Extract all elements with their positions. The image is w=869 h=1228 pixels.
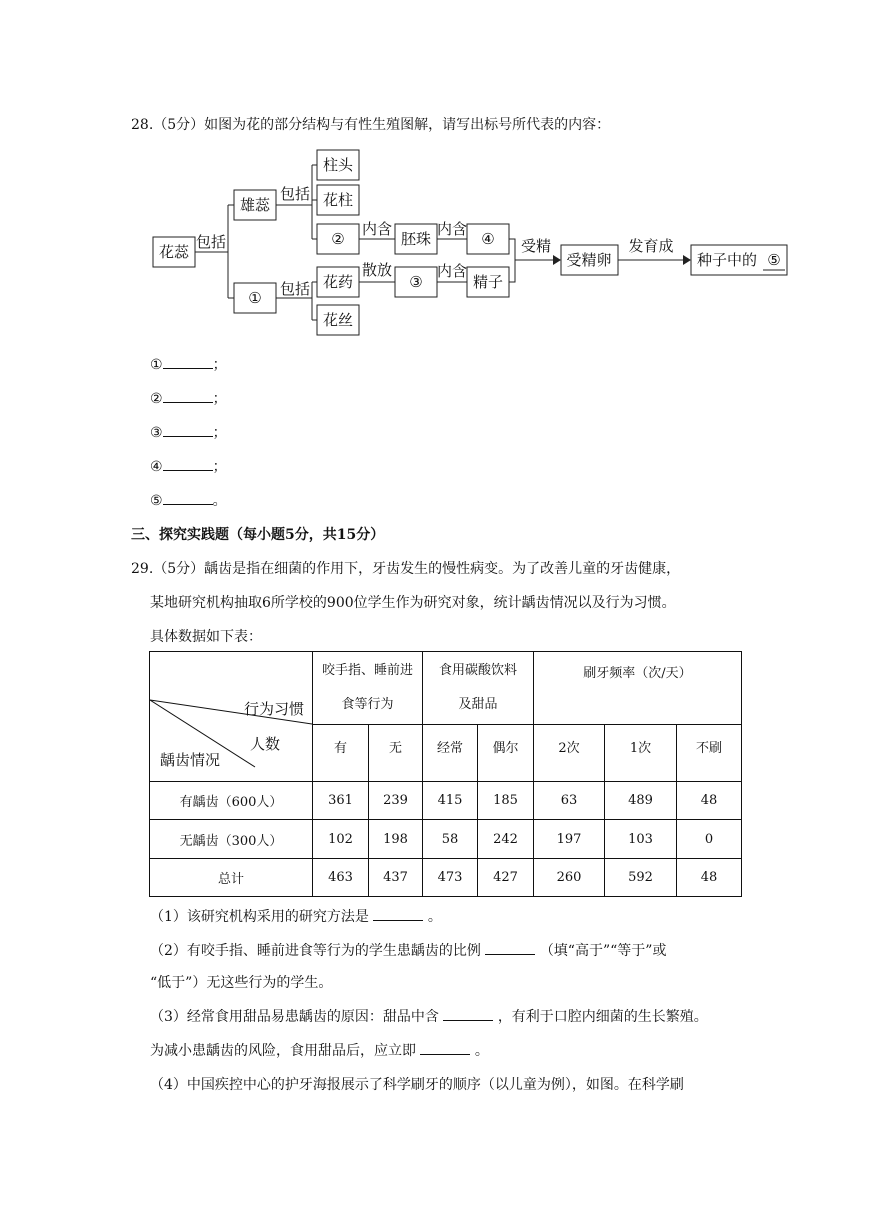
answer-2: ② ； — [150, 391, 227, 407]
cell: 592 — [605, 859, 677, 897]
cell: 58 — [423, 820, 478, 859]
label-peizhu: 胚珠 — [400, 230, 432, 248]
sub-header: 不刷 — [677, 725, 742, 782]
q29-line1: 29.（5分）龋齿是指在细菌的作用下，牙齿发生的慢性病变。为了改善儿童的牙齿健康， — [131, 561, 681, 577]
q29-sub3b: 为减小患龋齿的风险，食用甜品后，应立即 。 — [150, 1043, 489, 1059]
answer-blank[interactable] — [485, 942, 535, 955]
cell: 427 — [478, 859, 534, 897]
group3-header: 刷牙频率（次/天） — [534, 652, 742, 725]
row-label: 总计 — [150, 859, 313, 897]
answer-blank[interactable] — [443, 1008, 493, 1021]
group2-header: 食用碳酸饮料 及甜品 — [423, 652, 534, 725]
answer-blank[interactable] — [373, 908, 423, 921]
label-xiongrui: 雄蕊 — [239, 196, 271, 214]
answer-blank[interactable] — [163, 356, 213, 369]
answer-blank[interactable] — [163, 458, 213, 471]
label-m4: ④ — [481, 230, 495, 248]
label-neihan2: 内含 — [436, 220, 468, 238]
label-m3: ③ — [409, 273, 423, 291]
answer-blank[interactable] — [420, 1042, 470, 1055]
label-fayucheng: 发育成 — [628, 237, 674, 255]
cell: 242 — [478, 820, 534, 859]
label-m5: ⑤ — [767, 251, 781, 269]
caries-table — [149, 651, 742, 897]
group1-header: 咬手指、睡前进 食等行为 — [313, 652, 423, 725]
cell: 48 — [677, 782, 742, 820]
corner-caries: 龋齿情况 — [160, 751, 221, 769]
sub-header: 无 — [369, 725, 423, 782]
q29-sub3a: （3）经常食用甜品易患龋齿的原因：甜品中含 ，有利于口腔内细菌的生长繁殖。 — [150, 1009, 708, 1025]
cell: 239 — [369, 782, 423, 820]
cell: 103 — [605, 820, 677, 859]
corner-habit: 行为习惯 — [244, 700, 305, 718]
sub-header: 1次 — [605, 725, 677, 782]
sub-header: 有 — [313, 725, 369, 782]
label-shoujingluan: 受精卵 — [566, 251, 612, 269]
cell: 63 — [534, 782, 605, 820]
label-huasi: 花丝 — [322, 311, 354, 329]
label-baokuo1: 包括 — [195, 233, 227, 251]
answer-4: ④ ； — [150, 459, 227, 475]
label-huazhu: 花柱 — [322, 191, 354, 209]
label-m2: ② — [331, 230, 345, 248]
answer-blank[interactable] — [163, 390, 213, 403]
q29-line3: 具体数据如下表： — [150, 629, 262, 645]
label-baokuo3: 包括 — [279, 280, 311, 298]
row-label: 无龋齿（300人） — [150, 820, 313, 859]
q29-sub2b: “低于”）无这些行为的学生。 — [150, 975, 333, 991]
cell: 260 — [534, 859, 605, 897]
answer-blank[interactable] — [163, 424, 213, 437]
corner-header — [150, 652, 313, 782]
arrow-head-2 — [683, 255, 691, 265]
sub-header: 经常 — [423, 725, 478, 782]
cell: 102 — [313, 820, 369, 859]
cell: 185 — [478, 782, 534, 820]
q29-line2: 某地研究机构抽取6所学校的900位学生作为研究对象，统计龋齿情况以及行为习惯。 — [150, 595, 676, 611]
label-shoujing: 受精 — [520, 237, 552, 255]
sub-header: 2次 — [534, 725, 605, 782]
cell: 473 — [423, 859, 478, 897]
table-row — [150, 782, 742, 820]
label-sanfang: 散放 — [361, 261, 393, 279]
section-title: 三、探究实践题（每小题5分，共15分） — [131, 527, 385, 543]
cell: 437 — [369, 859, 423, 897]
answer-1: ① ； — [150, 357, 227, 373]
q29-sub4: （4）中国疾控中心的护牙海报展示了科学刷牙的顺序（以儿童为例），如图。在科学刷 — [150, 1077, 684, 1093]
cell: 48 — [677, 859, 742, 897]
label-neihan3: 内含 — [436, 262, 468, 280]
label-huarui: 花蕊 — [158, 243, 190, 261]
flower-structure-diagram — [0, 0, 869, 345]
cell: 489 — [605, 782, 677, 820]
table-row — [150, 820, 742, 859]
cell: 361 — [313, 782, 369, 820]
cell: 198 — [369, 820, 423, 859]
cell: 415 — [423, 782, 478, 820]
label-baokuo2: 包括 — [279, 185, 311, 203]
corner-diagonals — [150, 652, 312, 782]
sub-header: 偶尔 — [478, 725, 534, 782]
cell: 463 — [313, 859, 369, 897]
label-huayao: 花药 — [322, 273, 354, 291]
label-zhutou: 柱头 — [322, 156, 354, 174]
arrow-head-1 — [553, 255, 561, 265]
corner-count: 人数 — [250, 735, 281, 753]
label-neihan1: 内含 — [361, 220, 393, 238]
label-jingzi: 精子 — [472, 273, 504, 291]
answer-3: ③ ； — [150, 425, 227, 441]
answer-blank[interactable] — [163, 492, 213, 505]
answer-5: ⑤ 。 — [150, 493, 227, 509]
row-label: 有龋齿（600人） — [150, 782, 313, 820]
table-row — [150, 859, 742, 897]
q29-sub1: （1）该研究机构采用的研究方法是 。 — [150, 909, 442, 925]
label-m1: ① — [248, 289, 262, 307]
cell: 0 — [677, 820, 742, 859]
q29-sub2a: （2）有咬手指、睡前进食等行为的学生患龋齿的比例 （填“高于”“等于”或 — [150, 943, 667, 959]
q28-stem: 28.（5分）如图为花的部分结构与有性生殖图解，请写出标号所代表的内容： — [131, 117, 611, 133]
cell: 197 — [534, 820, 605, 859]
label-zhongzi: 种子中的 — [696, 251, 758, 269]
